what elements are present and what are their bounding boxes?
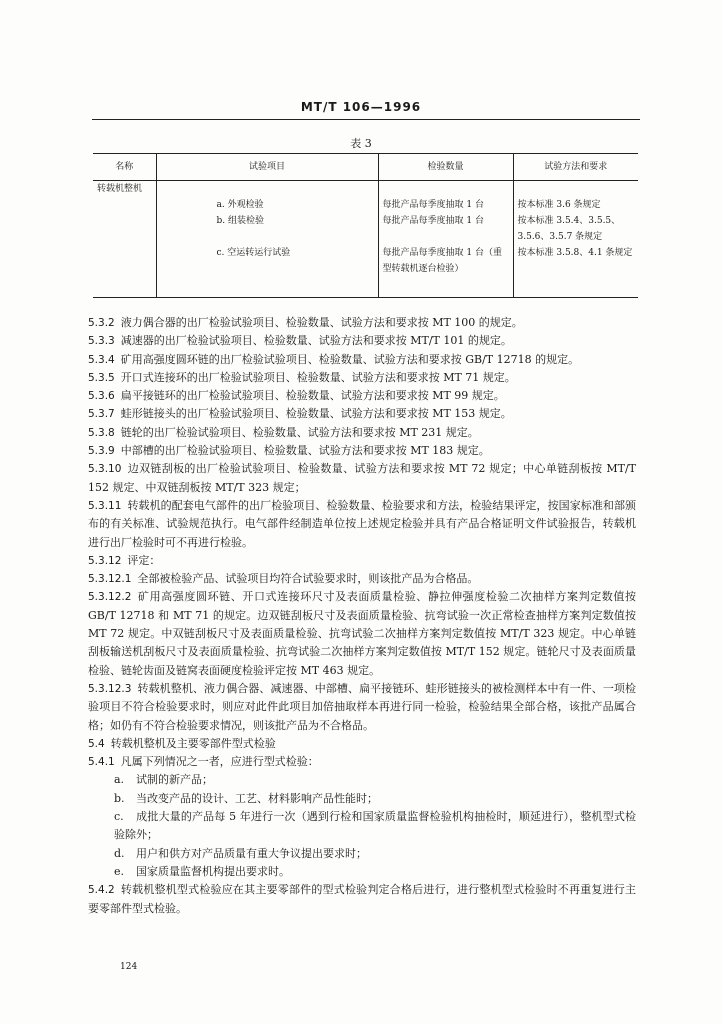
test-item-b: b. 组装检验	[216, 216, 264, 226]
clause-text: 链轮的出厂检验试验项目、检验数量、试验方法和要求按 MT 231 规定。	[120, 425, 479, 439]
list-item-label: b.	[114, 791, 125, 805]
section-number: 5.4	[88, 737, 105, 750]
list-item-text: 试制的新产品；	[136, 773, 213, 787]
paragraph	[88, 680, 636, 735]
body-text	[88, 314, 636, 918]
clause-text: 转载机整机型式检验应在其主要零部件的型式检验判定合格后进行，进行整机型式检验时不再重复进行主要零部件型式检验。	[88, 883, 636, 915]
paragraph	[88, 460, 636, 497]
test-item-cell	[156, 181, 378, 298]
clause-number: 5.3.7	[88, 408, 115, 421]
table-header-row	[93, 154, 638, 181]
clause-text: 转载机的配套电气部件的出厂检验项目、检验数量、检验要求和方法，检验结果评定，按国家标准和部颁布的有关标准、试验规范执行。电气部件经制造单位按上述规定检验并具有产品合格证明文件试验报告，转载机进行出厂检验时可不再进行检验。	[88, 498, 636, 549]
paragraph	[88, 424, 636, 442]
clause-text: 转载机整机、液力偶合器、减速器、中部槽、扁平接链环、蛙形链接头的被检测样本中有一件、一项检验项目不符合检验要求时，则应对此件此项目加倍抽取样本再进行同一检验，检验结果全部合格，该批产品属合格；如仍有不符合检验要求情况，则该批产品为不合格品。	[88, 681, 636, 732]
method-b: 按本标准 3.5.4、3.5.5、3.5.6、3.5.7 条规定	[517, 216, 621, 242]
paragraph	[88, 753, 636, 771]
list-item	[88, 845, 636, 863]
list-item-label: a.	[114, 773, 125, 787]
clause-text: 中部槽的出厂检验试验项目、检验数量、试验方法和要求按 MT 183 规定。	[120, 444, 490, 458]
section-title: 转载机整机及主要零部件型式检验	[110, 736, 276, 750]
clause-number: 5.3.5	[88, 371, 115, 384]
clause-number: 5.4.2	[88, 884, 115, 897]
column-header-name: 名称	[93, 154, 156, 181]
clause-text: 凡属下列情况之一者，应进行型式检验：	[120, 755, 319, 769]
test-table	[93, 153, 638, 298]
quantity-b: 每批产品每季度抽取 1 台	[382, 216, 484, 226]
clause-text: 减速器的出厂检验试验项目、检验数量、试验方法和要求按 MT/T 101 的规定。	[120, 334, 512, 348]
column-header-method: 试验方法和要求	[513, 154, 638, 181]
paragraph	[88, 442, 636, 460]
product-name-cell: 转载机整机	[93, 181, 156, 298]
clause-text: 扁平接链环的出厂检验试验项目、检验数量、试验方法和要求按 MT 99 规定。	[120, 389, 505, 403]
clause-number: 5.3.2	[88, 317, 115, 329]
list-item	[88, 863, 636, 881]
header-rule	[92, 119, 640, 120]
list-item	[88, 771, 636, 789]
clause-text: 蛙形链接头的出厂检验试验项目、检验数量、试验方法和要求按 MT 153 规定。	[120, 407, 512, 421]
list-item-text: 国家质量监督机构提出要求时。	[136, 864, 290, 878]
clause-number: 5.3.12.1	[88, 573, 132, 586]
list-item-text: 用户和供方对产品质量有重大争议提出要求时；	[136, 846, 367, 860]
test-item-c: c. 空运转运行试验	[216, 248, 291, 258]
clause-number: 5.3.6	[88, 390, 115, 403]
paragraph	[88, 332, 636, 350]
standard-code-header: MT/T 106—1996	[300, 100, 422, 114]
test-item-a: a. 外观检验	[216, 200, 264, 210]
list-item-label: c.	[114, 810, 124, 824]
method-cell	[513, 181, 638, 298]
method-c: 按本标准 3.5.8、4.1 条规定	[517, 248, 633, 258]
clause-number: 5.3.12.3	[88, 682, 132, 695]
column-header-test-item: 试验项目	[156, 154, 378, 181]
clause-text: 全部被检验产品、试验项目均符合试验要求时，则该批产品为合格品。	[137, 572, 479, 586]
list-item-text: 当改变产品的设计、工艺、材料影响产品性能时；	[136, 791, 378, 805]
quantity-cell	[378, 181, 513, 298]
list-item-label: e.	[114, 864, 125, 878]
clause-number: 5.3.8	[88, 426, 115, 439]
paragraph	[88, 588, 636, 679]
table-row	[93, 181, 638, 298]
section-heading	[88, 735, 636, 753]
list-item	[88, 808, 636, 845]
clause-number: 5.3.10	[88, 463, 122, 476]
clause-text: 开口式连接环的出厂检验试验项目、检验数量、试验方法和要求按 MT 71 规定。	[120, 370, 516, 384]
list-item	[88, 790, 636, 808]
clause-text: 矿用高强度圆环链、开口式连接环尺寸及表面质量检验、静拉伸强度检验二次抽样方案判定数值按 GB/T 12718 和 MT 71 的规定。边双链刮板尺寸及表面质量检验、抗弯试验一次正常检查抽样方案判定数值按 MT 72 规定。中双链刮板尺寸及表面质量检验、抗弯试验二次抽样方案判定数值按 MT/T 323 规定。中心单链刮板输送机刮板尺寸及表面质量检验、抗弯试验二次抽样方案判定数值按 MT/T 152 规定。链轮尺寸及表面质量检验、链轮齿面及链窝表面硬度检验评定按 MT 463 规定。	[88, 590, 636, 677]
table-caption: 表 3	[350, 137, 372, 150]
list-item-text: 成批大量的产品每 5 年进行一次（遇到行检和国家质量监督检验机构抽检时，顺延进行），整机型式检验除外；	[114, 810, 636, 842]
clause-number: 5.3.11	[88, 499, 122, 512]
paragraph	[88, 314, 636, 332]
clause-text: 液力偶合器的出厂检验试验项目、检验数量、试验方法和要求按 MT 100 的规定。	[120, 316, 523, 329]
page-number: 124	[120, 962, 138, 972]
paragraph	[88, 552, 636, 570]
paragraph	[88, 405, 636, 423]
column-header-quantity: 检验数量	[378, 154, 513, 181]
paragraph	[88, 497, 636, 552]
clause-text: 评定：	[127, 553, 161, 567]
method-a: 按本标准 3.6 条规定	[517, 200, 601, 210]
clause-text: 矿用高强度圆环链的出厂检验试验项目、检验数量、试验方法和要求按 GB/T 12718 的规定。	[120, 352, 580, 366]
quantity-c: 每批产品每季度抽取 1 台（重型转载机逐台检验）	[382, 248, 502, 274]
clause-text: 边双链刮板的出厂检验试验项目、检验数量、试验方法和要求按 MT 72 规定；中心单链刮板按 MT/T 152 规定、中双链刮板按 MT/T 323 规定；	[88, 462, 636, 494]
list-item-label: d.	[114, 846, 125, 860]
clause-number: 5.3.9	[88, 445, 115, 458]
clause-number: 5.3.12	[88, 554, 122, 567]
paragraph	[88, 387, 636, 405]
paragraph	[88, 881, 636, 918]
clause-number: 5.3.12.2	[88, 591, 132, 604]
paragraph	[88, 351, 636, 369]
clause-number: 5.3.4	[88, 353, 115, 366]
paragraph	[88, 570, 636, 588]
clause-number: 5.3.3	[88, 335, 115, 348]
quantity-a: 每批产品每季度抽取 1 台	[382, 200, 484, 210]
clause-number: 5.4.1	[88, 756, 115, 769]
paragraph	[88, 369, 636, 387]
